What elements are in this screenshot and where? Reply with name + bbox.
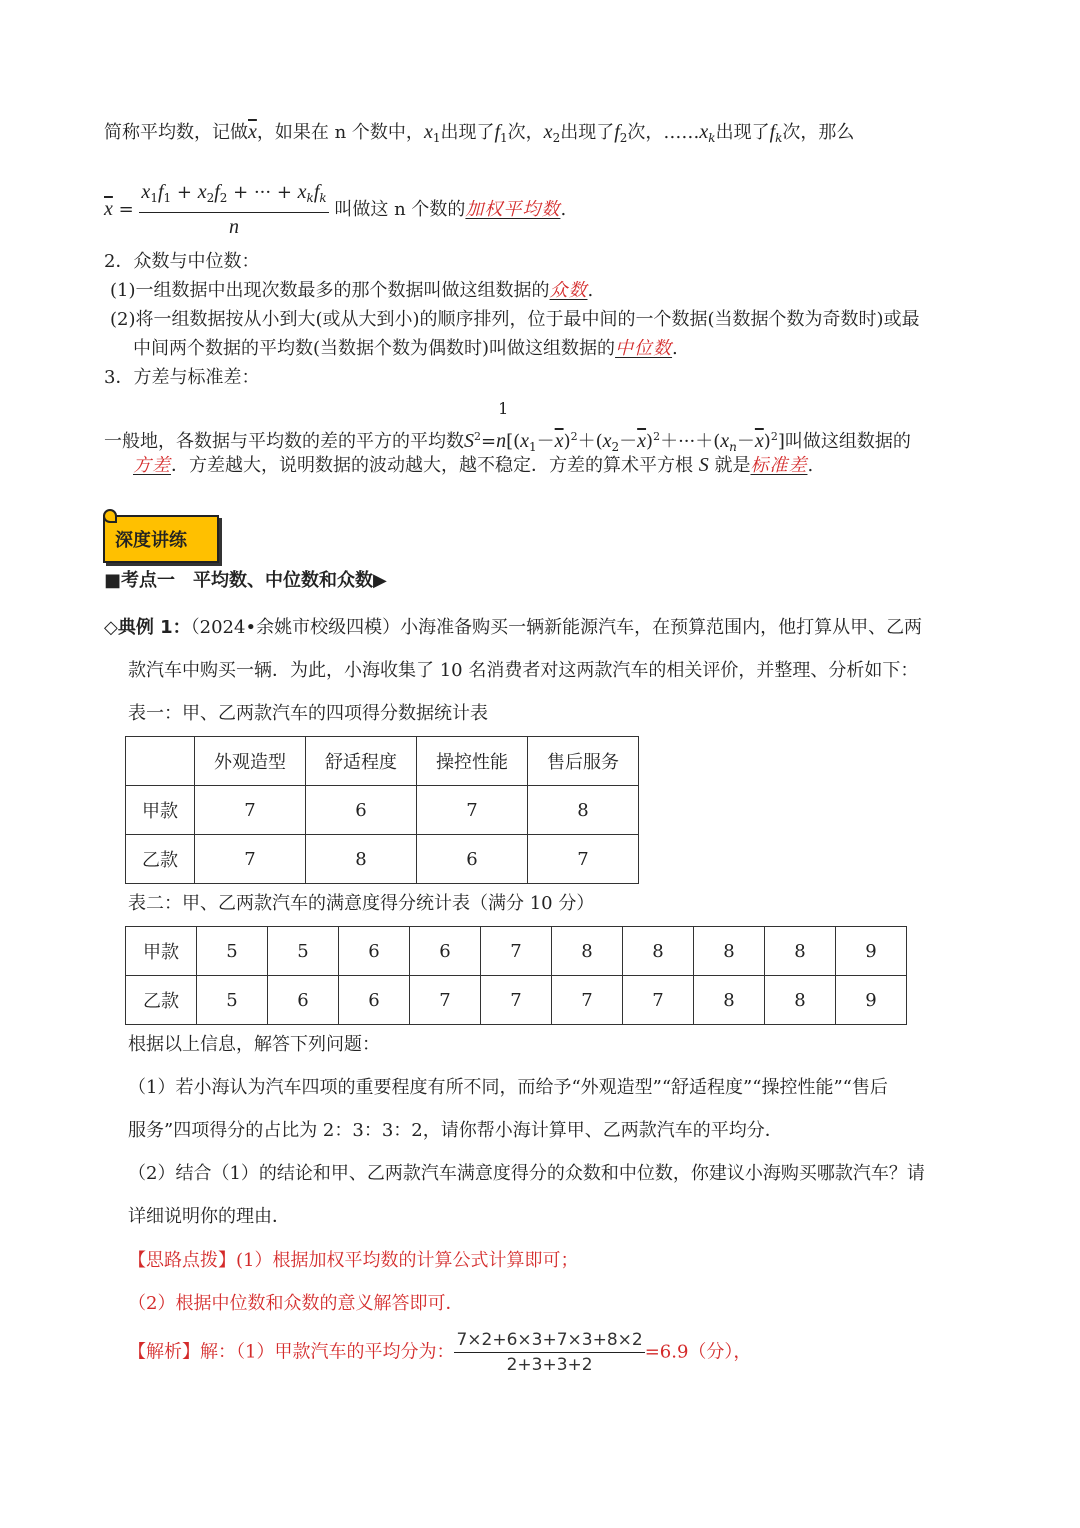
text: ．方差越大，说明数据的波动越大，越不稳定．方差的算术平方根 xyxy=(171,455,693,476)
table-cell xyxy=(126,737,195,786)
section2-item2-line1: (2)将一组数据按从小到大(或从大到小)的顺序排列，位于最中间的一个数据(当数据个数为奇数时)或最 xyxy=(110,309,920,330)
text: 出现了 xyxy=(715,122,770,143)
section-badge xyxy=(103,515,219,563)
table-cell: 8 xyxy=(694,927,765,976)
table-cell: 6 xyxy=(339,976,410,1025)
table-cell: 6 xyxy=(339,927,410,976)
text: （2024•余姚市校级四模）小海准备购买一辆新能源汽车，在预算范围内，他打算从甲、乙两 xyxy=(190,617,923,638)
table-cell: 9 xyxy=(836,976,907,1025)
variance-line1: 一般地，各数据与平均数的差的平方的平均数$S^2=$ 1 $n[(x_1-\overline{x})^2+(x_2-\overline{x})^2+\cdot\cdot\cdot+(x_n-\overline{x})^2]$叫做这组数据的 xyxy=(104,399,911,454)
table-row xyxy=(126,835,639,884)
topic-title: ■考点一 平均数、中位数和众数▶ xyxy=(104,570,387,591)
table-cell: 8 xyxy=(765,976,836,1025)
table-cell: 7 xyxy=(195,786,306,835)
example-line2: 款汽车中购买一辆．为此，小海收集了 10 名消费者对这两款汽车的相关评价，并整理、分析如下： xyxy=(128,660,919,681)
term-std-dev: 标准差 xyxy=(750,455,808,476)
table-cell: 7 xyxy=(552,976,623,1025)
question2-line1: （2）结合（1）的结论和甲、乙两款汽车满意度得分的众数和中位数，你建议小海购买哪款汽车？请 xyxy=(128,1163,925,1184)
weighted-mean-formula: $\overline{x}$ = $\frac{x_1f_1 + x_2f_2 + \cdot\cdot\cdot + x_kf_k}{n}$ 叫做这 n 个数的加权平均数. xyxy=(104,178,566,242)
table-row xyxy=(126,927,907,976)
term-weighted-mean: 加权平均数 xyxy=(465,199,561,220)
table-cell: 7 xyxy=(410,976,481,1025)
table-cell: 8 xyxy=(694,976,765,1025)
term-mode: 众数 xyxy=(549,280,588,301)
table-cell: 8 xyxy=(528,786,639,835)
text: 中间两个数据的平均数(当数据个数为偶数时)叫做这组数据的 xyxy=(133,338,616,359)
text: . xyxy=(672,338,678,359)
text: 次，那么 xyxy=(782,122,855,143)
text: 次， xyxy=(507,122,544,143)
hint-line1: 【思路点拨】(1）根据加权平均数的计算公式计算即可； xyxy=(128,1250,579,1271)
table-cell: 甲款 xyxy=(126,927,197,976)
variance-line2: 方差．方差越大，说明数据的波动越大，越不稳定．方差的算术平方根 S 就是标准差. xyxy=(133,454,814,476)
solution-label: 【解析】解： xyxy=(128,1341,236,1363)
term-variance: 方差 xyxy=(133,455,171,476)
table-cell: 甲款 xyxy=(126,786,195,835)
table-cell: 乙款 xyxy=(126,835,195,884)
section3-heading: 3．方差与标准差： xyxy=(104,367,260,388)
text: ，如果在 n 个数中， xyxy=(256,122,424,143)
table2 xyxy=(125,926,907,1025)
table-cell: 8 xyxy=(623,927,694,976)
fraction-numerator: 7×2+6×3+7×3+8×2 xyxy=(454,1328,644,1353)
section2-item2-line2 xyxy=(133,337,678,361)
question1-line1: （1）若小海认为汽车四项的重要程度有所不同，而给予“外观造型”“舒适程度”“操控性能”“售后 xyxy=(128,1077,888,1098)
table-cell: 舒适程度 xyxy=(306,737,417,786)
section2-item1 xyxy=(110,279,593,303)
table1-caption: 表一：甲、乙两款汽车的四项得分数据统计表 xyxy=(128,703,488,724)
table-row xyxy=(126,786,639,835)
text: 简称平均数，记做 xyxy=(104,122,248,143)
text: （1）甲款汽车的平均分为： xyxy=(236,1341,455,1363)
text: 一般地，各数据与平均数的差的平方的平均数 xyxy=(104,431,464,452)
table-header-row xyxy=(126,737,639,786)
text: (1)一组数据中出现次数最多的那个数据叫做这组数据的 xyxy=(110,280,550,301)
table-cell: 操控性能 xyxy=(417,737,528,786)
table-cell: 7 xyxy=(481,927,552,976)
text: =6.9（分）， xyxy=(644,1341,752,1363)
question2-line2: 详细说明你的理由． xyxy=(128,1206,290,1227)
formula-fraction: $\frac{x_1f_1 + x_2f_2 + \cdot\cdot\cdot + x_kf_k}{n}$ xyxy=(139,178,328,242)
text: . xyxy=(587,280,594,301)
table-cell: 8 xyxy=(765,927,836,976)
term-median: 中位数 xyxy=(615,338,673,359)
hint-line2: （2）根据中位数和众数的意义解答即可． xyxy=(128,1293,464,1314)
table-cell: 7 xyxy=(481,976,552,1025)
table-cell: 8 xyxy=(552,927,623,976)
table-cell: 6 xyxy=(268,976,339,1025)
text: 出现了 xyxy=(440,122,495,143)
table-cell: 5 xyxy=(197,976,268,1025)
text: 次， xyxy=(627,122,664,143)
example-line1 xyxy=(104,616,922,640)
solution-line xyxy=(128,1328,751,1377)
text: ]叫做这组数据的 xyxy=(777,431,911,452)
table-cell: 5 xyxy=(197,927,268,976)
table1 xyxy=(125,736,639,884)
question1-line2: 服务”四项得分的占比为 2：3：3：2，请你帮小海计算甲、乙两款汽车的平均分． xyxy=(128,1120,783,1141)
example-label: ◇典例 1： xyxy=(104,617,191,638)
table-row xyxy=(126,976,907,1025)
table-cell: 乙款 xyxy=(126,976,197,1025)
text: 出现了 xyxy=(560,122,615,143)
questions-intro: 根据以上信息，解答下列问题： xyxy=(128,1034,380,1055)
badge-label: 深度讲练 xyxy=(115,530,187,551)
mean-intro-line: 简称平均数，记做$\overline{x}$，如果在 n 个数中，$x_1$出现了$f_1$次，$x_2$出现了$f_2$次，$\dots\dots x_k$出现了$f_k$次，那么 xyxy=(104,121,855,145)
table-cell: 5 xyxy=(268,927,339,976)
text: 就是 xyxy=(714,455,751,476)
table-cell: 售后服务 xyxy=(528,737,639,786)
table-cell: 6 xyxy=(410,927,481,976)
table-cell: 7 xyxy=(417,786,528,835)
section2-heading: 2．众数与中位数： xyxy=(104,251,260,272)
table-cell: 9 xyxy=(836,927,907,976)
text: …… xyxy=(663,122,700,143)
table-cell: 外观造型 xyxy=(195,737,306,786)
text: . xyxy=(807,455,814,476)
text: 叫做这 n 个数的 xyxy=(334,199,466,220)
table2-caption: 表二：甲、乙两款汽车的满意度得分统计表（满分 10 分） xyxy=(128,893,595,914)
table-cell: 7 xyxy=(528,835,639,884)
table-cell: 7 xyxy=(195,835,306,884)
table-cell: 6 xyxy=(306,786,417,835)
fraction-denominator: 2+3+3+2 xyxy=(506,1355,593,1375)
table-cell: 6 xyxy=(417,835,528,884)
text: . xyxy=(560,199,567,220)
solution-fraction xyxy=(454,1328,644,1377)
table-cell: 7 xyxy=(623,976,694,1025)
table-cell: 8 xyxy=(306,835,417,884)
